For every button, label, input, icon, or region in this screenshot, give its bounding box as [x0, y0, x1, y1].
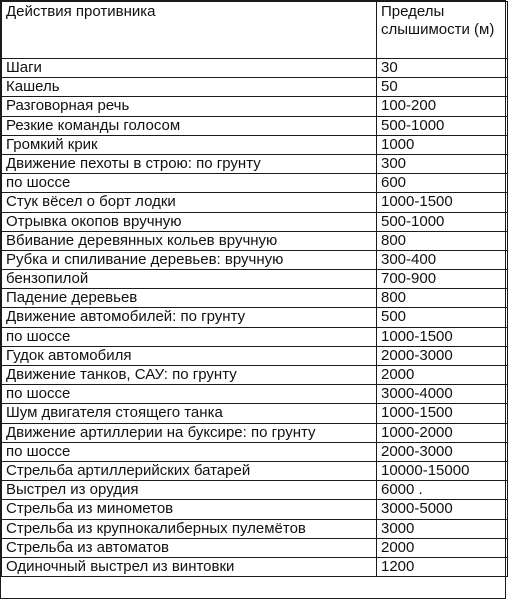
action-cell: Вбивание деревянных кольев вручную [2, 231, 377, 250]
range-cell: 30 [377, 59, 508, 78]
action-cell: Рубка и спиливание деревьев: вручную [2, 250, 377, 269]
range-cell: 3000 [377, 519, 508, 538]
action-cell: Стук вёсел о борт лодки [2, 193, 377, 212]
range-cell: 800 [377, 231, 508, 250]
action-cell: по шоссе [2, 442, 377, 461]
range-cell: 100-200 [377, 97, 508, 116]
action-cell: Стрельба артиллерийских батарей [2, 461, 377, 480]
table-row [2, 404, 508, 423]
action-cell: Стрельба из автоматов [2, 538, 377, 557]
action-cell: Стрельба из минометов [2, 500, 377, 519]
action-cell: Кашель [2, 78, 377, 97]
range-cell: 300-400 [377, 250, 508, 269]
table-row [2, 500, 508, 519]
action-cell: Резкие команды голосом [2, 116, 377, 135]
range-cell: 1000-2000 [377, 423, 508, 442]
table-row [2, 59, 508, 78]
range-cell: 2000-3000 [377, 442, 508, 461]
table-row [2, 154, 508, 173]
table-row [2, 289, 508, 308]
range-cell: 1000 [377, 135, 508, 154]
table-row [2, 97, 508, 116]
range-cell: 10000-15000 [377, 461, 508, 480]
action-cell: по шоссе [2, 174, 377, 193]
table-row [2, 461, 508, 480]
table-row [2, 557, 508, 576]
column-header-range: Пределы слышимости (м) [377, 2, 508, 59]
audibility-table [1, 1, 508, 577]
action-cell: бензопилой [2, 270, 377, 289]
action-cell: Одиночный выстрел из винтовки [2, 557, 377, 576]
action-cell: Движение автомобилей: по грунту [2, 308, 377, 327]
range-cell: 500-1000 [377, 212, 508, 231]
range-cell: 2000 [377, 538, 508, 557]
action-cell: по шоссе [2, 327, 377, 346]
action-cell: по шоссе [2, 385, 377, 404]
range-cell: 6000 . [377, 481, 508, 500]
table-header-row [2, 2, 508, 59]
range-cell: 600 [377, 174, 508, 193]
table-row [2, 231, 508, 250]
range-cell: 700-900 [377, 270, 508, 289]
action-cell: Движение танков, САУ: по грунту [2, 366, 377, 385]
table-row [2, 385, 508, 404]
table-row [2, 270, 508, 289]
action-cell: Шум двигателя стоящего танка [2, 404, 377, 423]
action-cell: Шаги [2, 59, 377, 78]
table-row [2, 442, 508, 461]
range-cell: 1000-1500 [377, 327, 508, 346]
range-cell: 800 [377, 289, 508, 308]
table-row [2, 346, 508, 365]
range-cell: 500 [377, 308, 508, 327]
action-cell: Стрельба из крупнокалиберных пулемётов [2, 519, 377, 538]
action-cell: Громкий крик [2, 135, 377, 154]
range-cell: 2000 [377, 366, 508, 385]
table-row [2, 250, 508, 269]
table-row [2, 78, 508, 97]
table-row [2, 174, 508, 193]
range-cell: 50 [377, 78, 508, 97]
range-cell: 300 [377, 154, 508, 173]
table-row [2, 538, 508, 557]
action-cell: Движение артиллерии на буксире: по грунту [2, 423, 377, 442]
table-row [2, 308, 508, 327]
range-cell: 1000-1500 [377, 193, 508, 212]
table-row [2, 212, 508, 231]
table-row [2, 423, 508, 442]
table-body [2, 59, 508, 577]
table-row [2, 481, 508, 500]
action-cell: Падение деревьев [2, 289, 377, 308]
action-cell: Гудок автомобиля [2, 346, 377, 365]
action-cell: Выстрел из орудия [2, 481, 377, 500]
range-cell: 3000-4000 [377, 385, 508, 404]
action-cell: Отрывка окопов вручную [2, 212, 377, 231]
range-cell: 3000-5000 [377, 500, 508, 519]
column-header-action: Действия противника [2, 2, 377, 59]
table-row [2, 519, 508, 538]
table-row [2, 116, 508, 135]
action-cell: Движение пехоты в строю: по грунту [2, 154, 377, 173]
range-cell: 1000-1500 [377, 404, 508, 423]
table-row [2, 135, 508, 154]
action-cell: Разговорная речь [2, 97, 377, 116]
table-row [2, 366, 508, 385]
range-cell: 2000-3000 [377, 346, 508, 365]
range-cell: 1200 [377, 557, 508, 576]
range-cell: 500-1000 [377, 116, 508, 135]
table-row [2, 193, 508, 212]
table-row [2, 327, 508, 346]
